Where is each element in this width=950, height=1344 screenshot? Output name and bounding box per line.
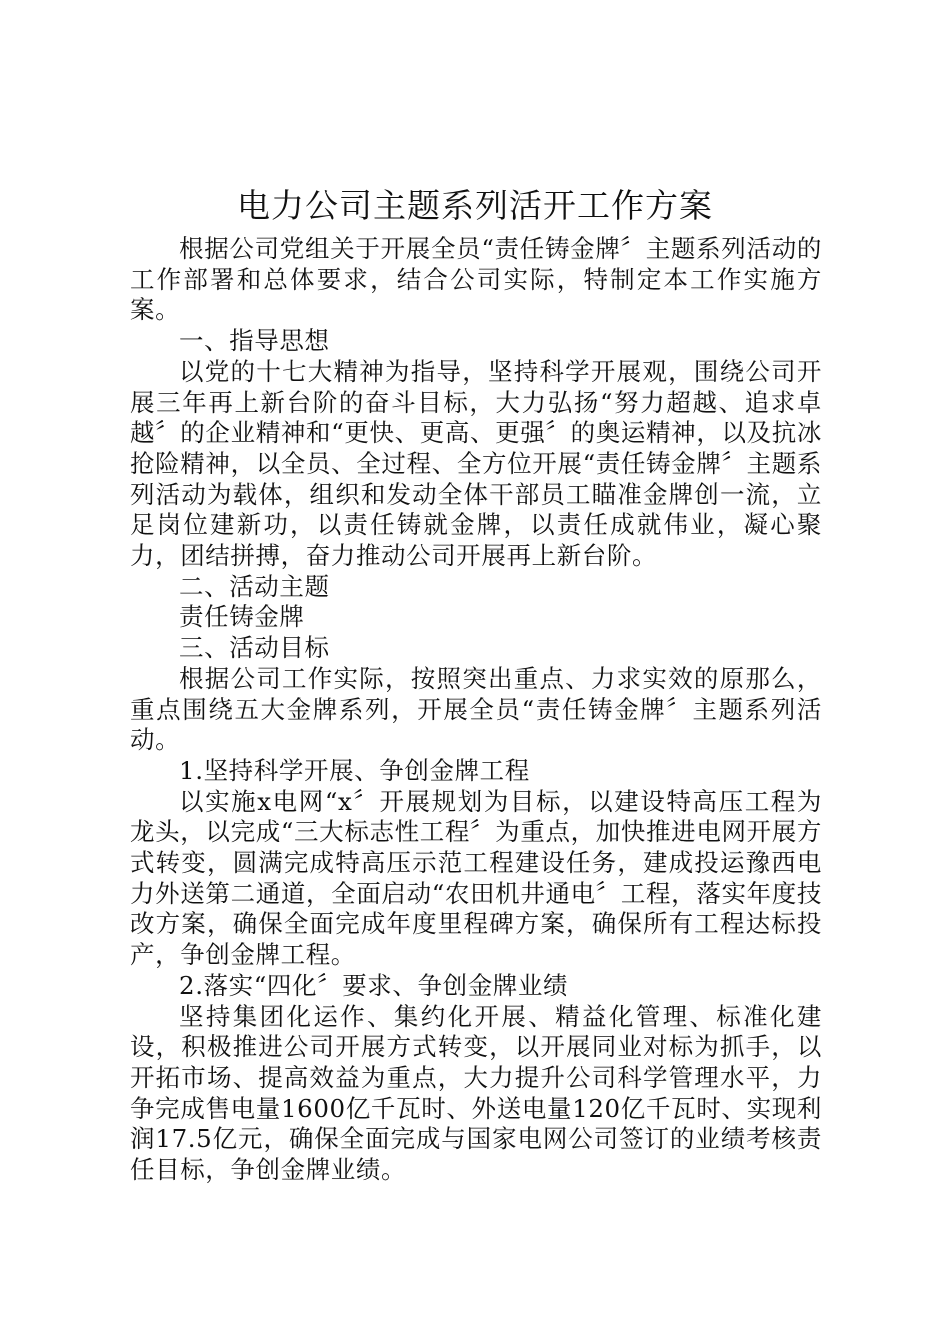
subsection-heading-gold-projects: 1.坚持科学开展、争创金牌工程 [179,755,530,785]
document-body [130,234,822,1186]
guiding-ideology-paragraph: 以党的十七大精神为指导，坚持科学开展观，围绕公司开展三年再上新台阶的奋斗目标，大力弘扬“努力超越、追求卓越〞的企业精神和“更快、更高、更强〞的奥运精神，以及抗冰抢险精神，以全员、全过程、全方位开展“责任铸金牌〞主题系列活动为载体，组织和发动全体干部员工瞄准金牌创一流，立足岗位建新功，以责任铸就金牌，以责任成就伟业，凝心聚力，团结拼搏，奋力推动公司开展再上新台阶。 [130,356,822,571]
document-title: 电力公司主题系列活开工作方案 [237,186,713,225]
section-heading-guiding-ideology: 一、指导思想 [179,326,330,356]
section-heading-activity-theme: 二、活动主题 [179,571,330,601]
activity-theme-paragraph: 责任铸金牌 [179,602,305,632]
intro-paragraph: 根据公司党组关于开展全员“责任铸金牌〞主题系列活动的工作部署和总体要求，结合公司实际，特制定本工作实施方案。 [130,234,822,325]
section-heading-activity-goals: 三、活动目标 [179,633,330,663]
subsection-heading-gold-performance: 2.落实“四化〞要求、争创金牌业绩 [179,970,569,1000]
gold-projects-paragraph: 以实施x电网“x〞开展规划为目标，以建设特高压工程为龙头，以完成“三大标志性工程〞为重点，加快推进电网开展方式转变，圆满完成特高压示范工程建设任务，建成投运豫西电力外送第二通道，全面启动“农田机井通电〞工程，落实年度技改方案，确保全面完成年度里程碑方案，确保所有工程达标投产，争创金牌工程。 [130,786,822,970]
gold-performance-paragraph: 坚持集团化运作、集约化开展、精益化管理、标准化建设，积极推进公司开展方式转变，以开展同业对标为抓手，以开拓市场、提高效益为重点，大力提升公司科学管理水平，力争完成售电量1600亿千瓦时、外送电量120亿千瓦时、实现利润17.5亿元，确保全面完成与国家电网公司签订的业绩考核责任目标，争创金牌业绩。 [130,1001,822,1185]
activity-goals-paragraph: 根据公司工作实际，按照突出重点、力求实效的原那么，重点围绕五大金牌系列，开展全员“责任铸金牌〞主题系列活动。 [130,663,822,755]
